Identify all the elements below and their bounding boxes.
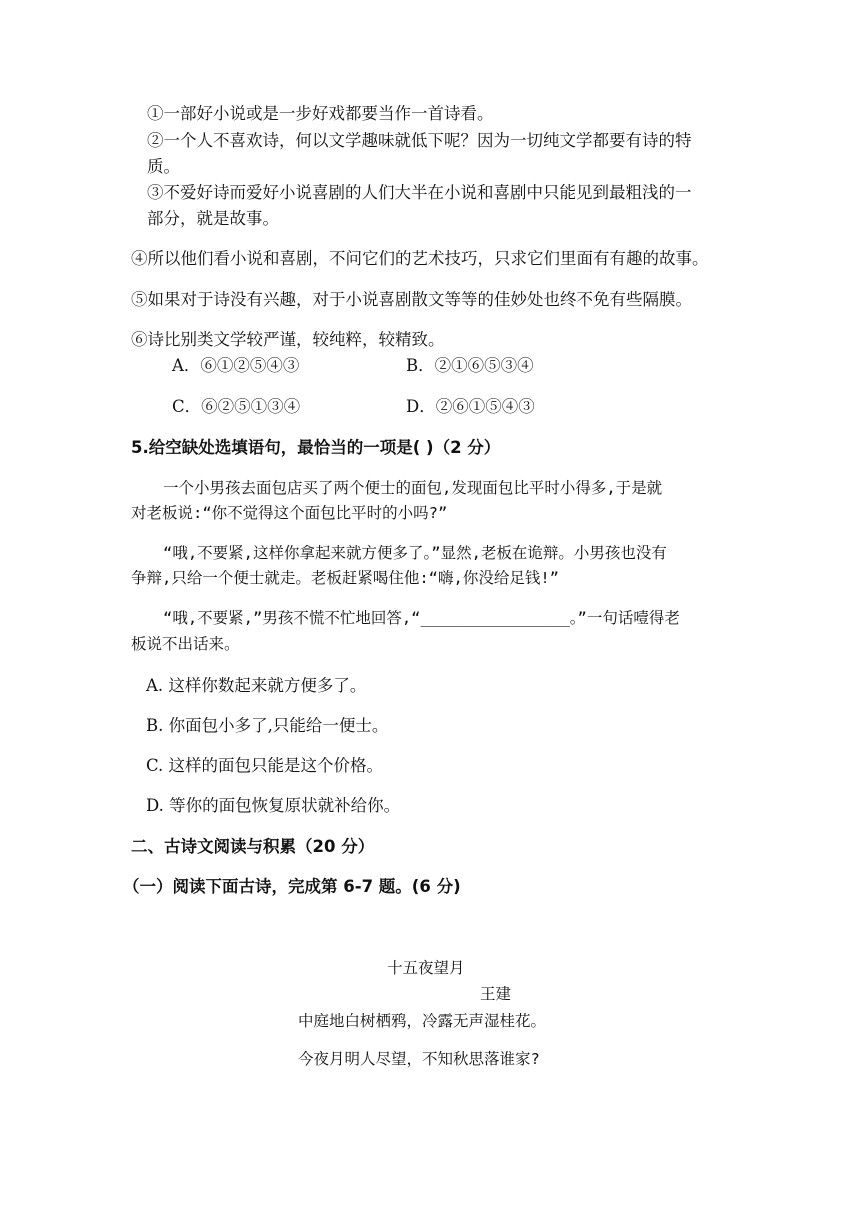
poem-line-2: 今夜月明人尽望，不知秋思落谁家?	[298, 1050, 540, 1068]
poem-author: 王建	[480, 985, 512, 1003]
sentence-3-line-2: 部分，就是故事。	[147, 209, 279, 228]
q4-option-b: B．②①⑥⑤③④	[406, 356, 534, 375]
q5-paragraph-3-line-2: 板说不出话来。	[131, 635, 240, 653]
q5-paragraph-2-line-2: 争辩,只给一个便士就走。老板赶紧喝住他:“嗨,你没给足钱!”	[131, 569, 559, 587]
q5-option-d: D. 等你的面包恢复原状就补给你。	[146, 796, 401, 815]
q5-option-b: B. 你面包小多了,只能给一便士。	[146, 716, 389, 735]
q5-paragraph-2-line-1: “哦,不要紧,这样你拿起来就方便多了。”显然,老板在诡辩。小男孩也没有	[163, 544, 667, 562]
section-2-heading: 二、古诗文阅读与积累（20 分）	[131, 837, 375, 856]
sentence-6: ⑥诗比别类文学较严谨，较纯粹，较精致。	[131, 330, 445, 349]
q5-paragraph-1-line-2: 对老板说:“你不觉得这个面包比平时的小吗?”	[131, 504, 448, 522]
poem-line-1: 中庭地白树栖鸦，冷露无声湿桂花。	[298, 1012, 547, 1030]
sentence-1: ①一部好小说或是一步好戏都要当作一首诗看。	[147, 104, 494, 123]
q5-option-a: A. 这样你数起来就方便多了。	[146, 676, 367, 695]
section-2-sub-heading: （一）阅读下面古诗，完成第 6-7 题。(6 分)	[123, 877, 461, 896]
sentence-2-line-2: 质。	[147, 157, 180, 176]
q4-option-c: C．⑥②⑤①③④	[172, 397, 301, 416]
q4-option-a: A．⑥①②⑤④③	[172, 356, 300, 375]
poem-title: 十五夜望月	[387, 959, 465, 977]
sentence-4: ④所以他们看小说和喜剧，不问它们的艺术技巧，只求它们里面有有趣的故事。	[131, 249, 709, 268]
sentence-3-line-1: ③不爱好诗而爱好小说喜剧的人们大半在小说和喜剧中只能见到最粗浅的一	[147, 183, 692, 202]
q5-title: 5.给空缺处选填语句，最恰当的一项是( )（2 分）	[131, 438, 501, 457]
q5-paragraph-1-line-1: 一个小男孩去面包店买了两个便士的面包,发现面包比平时小得多,于是就	[163, 479, 663, 497]
sentence-5: ⑤如果对于诗没有兴趣，对于小说喜剧散文等等的佳妙处也终不免有些隔膜。	[131, 290, 692, 309]
q5-option-c: C. 这样的面包只能是这个价格。	[146, 756, 384, 775]
q4-option-d: D．②⑥①⑤④③	[406, 397, 535, 416]
sentence-2-line-1: ②一个人不喜欢诗，何以文学趣味就低下呢？因为一切纯文学都要有诗的特	[147, 131, 692, 150]
q5-paragraph-3-line-1: “哦,不要紧,”男孩不慌不忙地回答,“________________。”一句话噎得老	[163, 609, 680, 627]
